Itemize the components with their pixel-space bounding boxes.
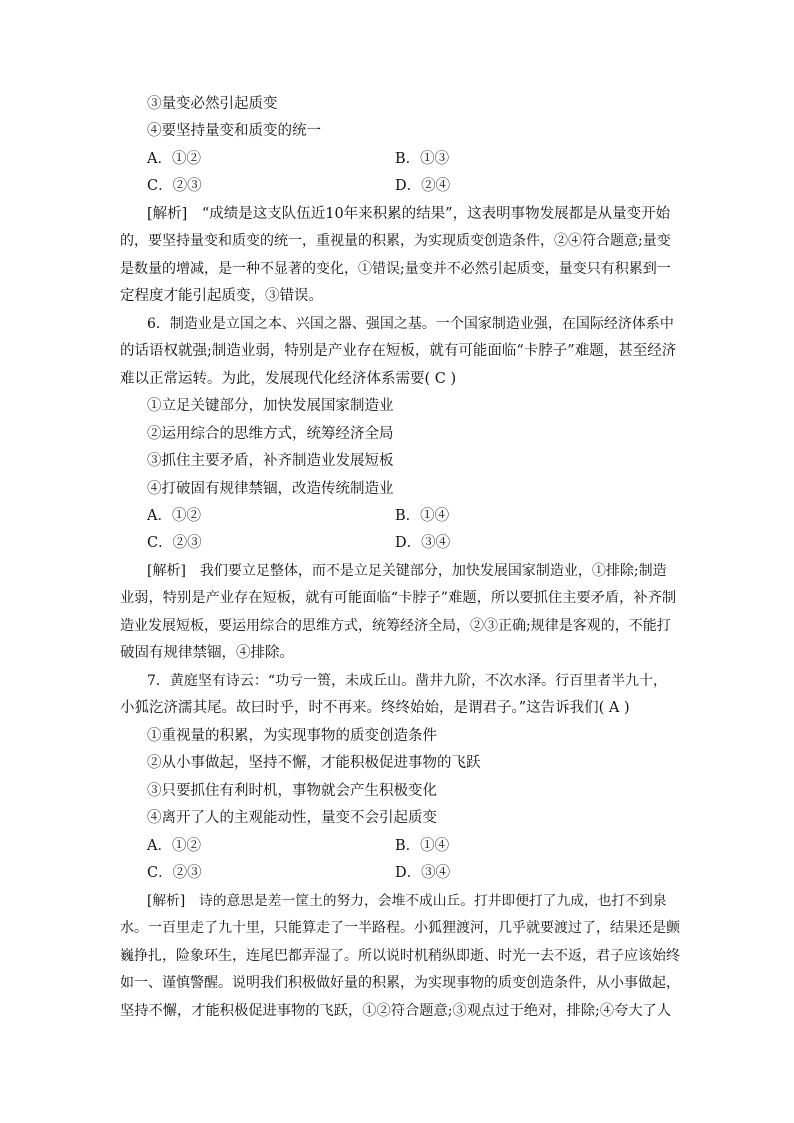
analysis-line: [解析] 诗的意思是差一筐土的努力，会堆不成山丘。打井即便打了九成，也打不到泉	[147, 893, 667, 909]
question-6-stem: 难以正常运转。为此，发展现代化经济体系需要( C )	[120, 371, 457, 387]
analysis-line: 巍挣扎，险象环生，连尾巴都弄湿了。所以说时机稍纵即逝、时光一去不返，君子应该始终	[120, 948, 680, 964]
statement-1: ①重视量的积累，为实现事物的质变创造条件	[147, 728, 437, 744]
question-7-stem: 小狐汔济濡其尾。故曰时乎，时不再来。终终始始，是谓君子。”这告诉我们( A )	[120, 700, 630, 716]
statement-4: ④要坚持量变和质变的统一	[147, 123, 321, 139]
option-c: C．②③	[147, 535, 202, 551]
option-d: D．③④	[395, 865, 451, 881]
question-7-stem: 7．黄庭坚有诗云：“功亏一篑，未成丘山。凿井九阶，不次水泽。行百里者半九十，	[147, 673, 668, 689]
option-b: B．①④	[395, 838, 450, 854]
option-a: A．①②	[147, 151, 201, 167]
analysis-line: 水。一百里走了九十里，只能算走了一半路程。小狐狸渡河，几乎就要渡过了，结果还是颤	[120, 920, 680, 936]
option-a: A．①②	[147, 838, 201, 854]
statement-3: ③只要抓住有利时机，事物就会产生积极变化	[147, 783, 437, 799]
question-6-stem: 6．制造业是立国之本、兴国之器、强国之基。一个国家制造业强，在国际经济体系中	[147, 316, 674, 332]
option-d: D．②④	[395, 178, 451, 194]
option-b: B．①④	[395, 508, 450, 524]
analysis-line: [解析] 我们要立足整体，而不是立足关键部分，加快发展国家制造业，①排除;制造	[147, 563, 667, 579]
options-row	[147, 146, 627, 172]
question-6-stem: 的话语权就强;制造业弱，特别是产业存在短板，就有可能面临“卡脖子”难题，甚至经济	[120, 343, 677, 359]
analysis-line: 是数量的增减，是一种不显著的变化，①错误;量变并不必然引起质变，量变只有积累到一	[120, 261, 671, 277]
options-row	[147, 530, 627, 556]
analysis-line: 破固有规律禁锢，④排除。	[120, 645, 294, 661]
statement-2: ②运用综合的思维方式，统筹经济全局	[147, 426, 394, 442]
statement-3: ③抓住主要矛盾，补齐制造业发展短板	[147, 453, 394, 469]
analysis-line: [解析] “成绩是这支队伍近10年来积累的结果”，这表明事物发展都是从量变开始	[147, 206, 671, 222]
analysis-line: 造业发展短板，要运用综合的思维方式，统筹经济全局，②③正确;规律是客观的，不能打	[120, 618, 671, 634]
option-c: C．②③	[147, 865, 202, 881]
analysis-line: 的，要坚持量变和质变的统一，重视量的积累，为实现质变创造条件，②④符合题意;量变	[120, 233, 671, 249]
options-row	[147, 503, 627, 529]
statement-4: ④离开了人的主观能动性，量变不会引起质变	[147, 810, 437, 826]
analysis-line: 坚持不懈，才能积极促进事物的飞跃，①②符合题意;③观点过于绝对，排除;④夸大了人	[120, 1003, 672, 1019]
options-row	[147, 173, 627, 199]
option-a: A．①②	[147, 508, 201, 524]
options-row	[147, 833, 627, 859]
option-b: B．①③	[395, 151, 450, 167]
option-c: C．②③	[147, 178, 202, 194]
analysis-line: 定程度才能引起质变，③错误。	[120, 288, 323, 304]
options-row	[147, 860, 627, 886]
analysis-line: 如一、谨慎警醒。说明我们积极做好量的积累，为实现事物的质变创造条件，从小事做起，	[120, 975, 680, 991]
statement-4: ④打破固有规律禁锢，改造传统制造业	[147, 481, 394, 497]
statement-1: ①立足关键部分，加快发展国家制造业	[147, 398, 394, 414]
statement-2: ②从小事做起，坚持不懈，才能积极促进事物的飞跃	[147, 755, 481, 771]
statement-3: ③量变必然引起质变	[147, 96, 278, 112]
analysis-line: 业弱，特别是产业存在短板，就有可能面临“卡脖子”难题，所以要抓住主要矛盾，补齐制	[120, 590, 677, 606]
option-d: D．③④	[395, 535, 451, 551]
